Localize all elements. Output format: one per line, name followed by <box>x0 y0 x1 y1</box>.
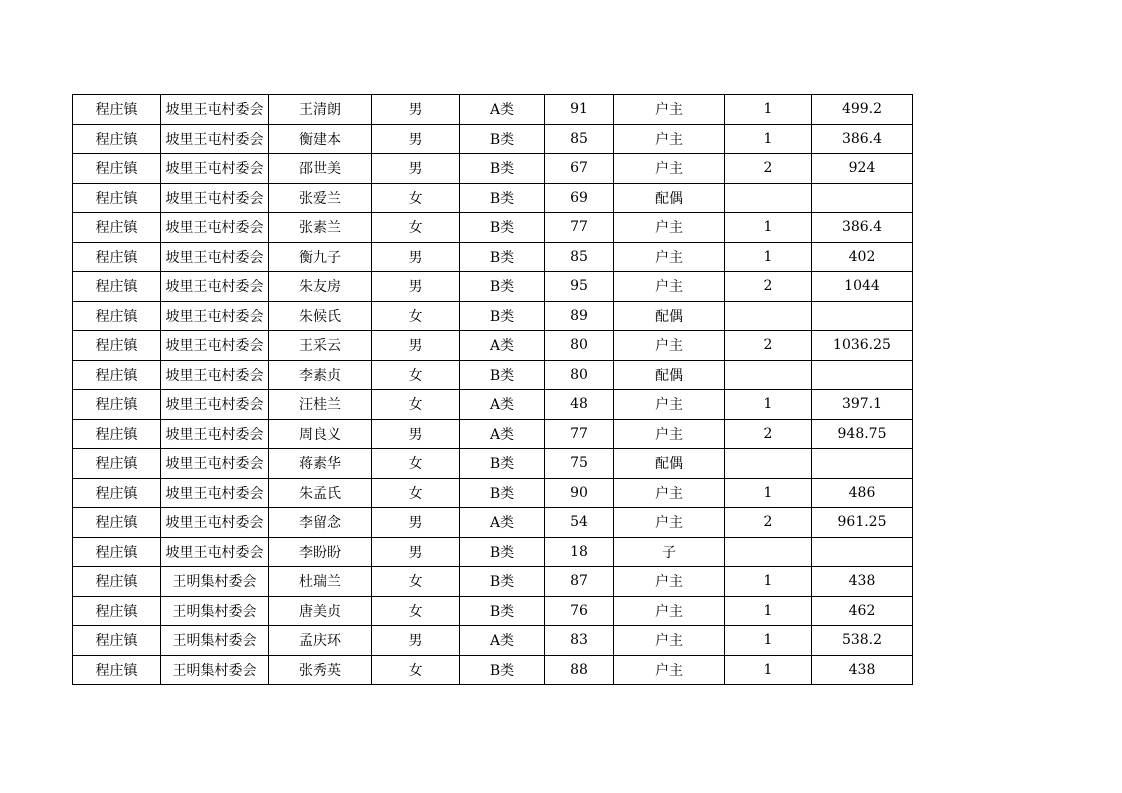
relation-cell: 户主 <box>614 154 725 184</box>
household-size-cell: 1 <box>725 478 812 508</box>
town-cell: 程庄镇 <box>73 655 161 685</box>
household-size-cell: 2 <box>725 154 812 184</box>
town-cell: 程庄镇 <box>73 390 161 420</box>
table-row <box>73 390 913 420</box>
household-size-cell: 1 <box>725 626 812 656</box>
category-cell: B类 <box>460 213 545 243</box>
age-cell: 85 <box>545 124 614 154</box>
village-cell: 坡里王屯村委会 <box>161 478 269 508</box>
relation-cell: 配偶 <box>614 449 725 479</box>
gender-cell: 男 <box>372 419 460 449</box>
age-cell: 87 <box>545 567 614 597</box>
town-cell: 程庄镇 <box>73 124 161 154</box>
gender-cell: 男 <box>372 508 460 538</box>
relation-cell: 户主 <box>614 596 725 626</box>
table-row <box>73 272 913 302</box>
name-cell: 孟庆环 <box>269 626 372 656</box>
town-cell: 程庄镇 <box>73 213 161 243</box>
village-cell: 坡里王屯村委会 <box>161 154 269 184</box>
name-cell: 李盼盼 <box>269 537 372 567</box>
table-row <box>73 124 913 154</box>
category-cell: B类 <box>460 478 545 508</box>
table-row <box>73 567 913 597</box>
gender-cell: 女 <box>372 390 460 420</box>
relation-cell: 户主 <box>614 626 725 656</box>
name-cell: 杜瑞兰 <box>269 567 372 597</box>
town-cell: 程庄镇 <box>73 626 161 656</box>
town-cell: 程庄镇 <box>73 242 161 272</box>
household-size-cell: 2 <box>725 272 812 302</box>
village-cell: 坡里王屯村委会 <box>161 360 269 390</box>
relation-cell: 配偶 <box>614 360 725 390</box>
town-cell: 程庄镇 <box>73 154 161 184</box>
relation-cell: 户主 <box>614 331 725 361</box>
amount-cell: 1044 <box>812 272 913 302</box>
table-row <box>73 360 913 390</box>
village-cell: 坡里王屯村委会 <box>161 537 269 567</box>
category-cell: B类 <box>460 183 545 213</box>
table-row <box>73 242 913 272</box>
name-cell: 张素兰 <box>269 213 372 243</box>
name-cell: 衡建本 <box>269 124 372 154</box>
amount-cell <box>812 183 913 213</box>
town-cell: 程庄镇 <box>73 596 161 626</box>
village-cell: 坡里王屯村委会 <box>161 390 269 420</box>
town-cell: 程庄镇 <box>73 360 161 390</box>
amount-cell <box>812 537 913 567</box>
category-cell: A类 <box>460 390 545 420</box>
town-cell: 程庄镇 <box>73 272 161 302</box>
village-cell: 坡里王屯村委会 <box>161 124 269 154</box>
village-cell: 王明集村委会 <box>161 626 269 656</box>
table-row <box>73 213 913 243</box>
age-cell: 91 <box>545 95 614 125</box>
town-cell: 程庄镇 <box>73 537 161 567</box>
household-size-cell: 1 <box>725 655 812 685</box>
name-cell: 张秀英 <box>269 655 372 685</box>
amount-cell <box>812 449 913 479</box>
gender-cell: 女 <box>372 567 460 597</box>
name-cell: 衡九子 <box>269 242 372 272</box>
village-cell: 坡里王屯村委会 <box>161 183 269 213</box>
amount-cell: 386.4 <box>812 213 913 243</box>
household-size-cell: 1 <box>725 242 812 272</box>
village-cell: 王明集村委会 <box>161 567 269 597</box>
table-row <box>73 508 913 538</box>
relation-cell: 户主 <box>614 272 725 302</box>
name-cell: 李素贞 <box>269 360 372 390</box>
table-row <box>73 537 913 567</box>
village-cell: 坡里王屯村委会 <box>161 272 269 302</box>
gender-cell: 女 <box>372 596 460 626</box>
age-cell: 69 <box>545 183 614 213</box>
age-cell: 77 <box>545 213 614 243</box>
amount-cell: 438 <box>812 655 913 685</box>
relation-cell: 户主 <box>614 567 725 597</box>
age-cell: 80 <box>545 360 614 390</box>
household-size-cell: 1 <box>725 390 812 420</box>
gender-cell: 男 <box>372 95 460 125</box>
village-cell: 坡里王屯村委会 <box>161 301 269 331</box>
table-row <box>73 655 913 685</box>
gender-cell: 男 <box>372 272 460 302</box>
household-size-cell <box>725 183 812 213</box>
age-cell: 77 <box>545 419 614 449</box>
age-cell: 95 <box>545 272 614 302</box>
amount-cell: 386.4 <box>812 124 913 154</box>
age-cell: 18 <box>545 537 614 567</box>
category-cell: B类 <box>460 242 545 272</box>
gender-cell: 男 <box>372 626 460 656</box>
age-cell: 76 <box>545 596 614 626</box>
gender-cell: 男 <box>372 537 460 567</box>
category-cell: B类 <box>460 567 545 597</box>
category-cell: B类 <box>460 124 545 154</box>
age-cell: 48 <box>545 390 614 420</box>
relation-cell: 户主 <box>614 390 725 420</box>
category-cell: B类 <box>460 655 545 685</box>
table-row <box>73 154 913 184</box>
household-size-cell: 2 <box>725 508 812 538</box>
amount-cell: 961.25 <box>812 508 913 538</box>
gender-cell: 女 <box>372 449 460 479</box>
table-row <box>73 183 913 213</box>
name-cell: 周良义 <box>269 419 372 449</box>
age-cell: 67 <box>545 154 614 184</box>
relation-cell: 户主 <box>614 478 725 508</box>
household-size-cell: 1 <box>725 596 812 626</box>
household-size-cell: 1 <box>725 213 812 243</box>
gender-cell: 男 <box>372 154 460 184</box>
name-cell: 朱友房 <box>269 272 372 302</box>
amount-cell: 1036.25 <box>812 331 913 361</box>
age-cell: 88 <box>545 655 614 685</box>
village-cell: 王明集村委会 <box>161 596 269 626</box>
category-cell: B类 <box>460 272 545 302</box>
village-cell: 王明集村委会 <box>161 655 269 685</box>
relation-cell: 户主 <box>614 213 725 243</box>
relation-cell: 户主 <box>614 655 725 685</box>
relation-cell: 户主 <box>614 124 725 154</box>
gender-cell: 女 <box>372 478 460 508</box>
category-cell: B类 <box>460 449 545 479</box>
name-cell: 张爱兰 <box>269 183 372 213</box>
category-cell: A类 <box>460 95 545 125</box>
category-cell: A类 <box>460 508 545 538</box>
category-cell: A类 <box>460 626 545 656</box>
town-cell: 程庄镇 <box>73 478 161 508</box>
table-body <box>73 95 913 685</box>
name-cell: 朱孟氏 <box>269 478 372 508</box>
name-cell: 汪桂兰 <box>269 390 372 420</box>
amount-cell: 486 <box>812 478 913 508</box>
age-cell: 75 <box>545 449 614 479</box>
age-cell: 54 <box>545 508 614 538</box>
gender-cell: 男 <box>372 331 460 361</box>
category-cell: B类 <box>460 537 545 567</box>
relation-cell: 配偶 <box>614 301 725 331</box>
name-cell: 李留念 <box>269 508 372 538</box>
amount-cell: 499.2 <box>812 95 913 125</box>
amount-cell: 462 <box>812 596 913 626</box>
data-table <box>72 94 913 685</box>
town-cell: 程庄镇 <box>73 449 161 479</box>
household-size-cell <box>725 301 812 331</box>
amount-cell: 438 <box>812 567 913 597</box>
category-cell: B类 <box>460 596 545 626</box>
table-row <box>73 301 913 331</box>
name-cell: 王采云 <box>269 331 372 361</box>
gender-cell: 男 <box>372 124 460 154</box>
age-cell: 83 <box>545 626 614 656</box>
amount-cell <box>812 360 913 390</box>
relation-cell: 户主 <box>614 419 725 449</box>
name-cell: 邵世美 <box>269 154 372 184</box>
age-cell: 85 <box>545 242 614 272</box>
category-cell: A类 <box>460 331 545 361</box>
relation-cell: 子 <box>614 537 725 567</box>
relation-cell: 户主 <box>614 95 725 125</box>
amount-cell: 924 <box>812 154 913 184</box>
table-row <box>73 478 913 508</box>
village-cell: 坡里王屯村委会 <box>161 331 269 361</box>
table-row <box>73 419 913 449</box>
age-cell: 89 <box>545 301 614 331</box>
village-cell: 坡里王屯村委会 <box>161 449 269 479</box>
table-row <box>73 331 913 361</box>
category-cell: B类 <box>460 301 545 331</box>
household-size-cell: 1 <box>725 567 812 597</box>
gender-cell: 女 <box>372 360 460 390</box>
gender-cell: 女 <box>372 301 460 331</box>
village-cell: 坡里王屯村委会 <box>161 213 269 243</box>
name-cell: 唐美贞 <box>269 596 372 626</box>
age-cell: 90 <box>545 478 614 508</box>
age-cell: 80 <box>545 331 614 361</box>
table-row <box>73 626 913 656</box>
relation-cell: 户主 <box>614 242 725 272</box>
town-cell: 程庄镇 <box>73 301 161 331</box>
gender-cell: 男 <box>372 242 460 272</box>
household-size-cell: 2 <box>725 419 812 449</box>
town-cell: 程庄镇 <box>73 183 161 213</box>
gender-cell: 女 <box>372 213 460 243</box>
category-cell: B类 <box>460 360 545 390</box>
relation-cell: 配偶 <box>614 183 725 213</box>
household-size-cell: 1 <box>725 124 812 154</box>
table-row <box>73 596 913 626</box>
village-cell: 坡里王屯村委会 <box>161 419 269 449</box>
amount-cell <box>812 301 913 331</box>
town-cell: 程庄镇 <box>73 508 161 538</box>
town-cell: 程庄镇 <box>73 95 161 125</box>
category-cell: A类 <box>460 419 545 449</box>
relation-cell: 户主 <box>614 508 725 538</box>
village-cell: 坡里王屯村委会 <box>161 508 269 538</box>
town-cell: 程庄镇 <box>73 567 161 597</box>
household-size-cell <box>725 537 812 567</box>
village-cell: 坡里王屯村委会 <box>161 95 269 125</box>
household-size-cell: 1 <box>725 95 812 125</box>
gender-cell: 女 <box>372 183 460 213</box>
town-cell: 程庄镇 <box>73 419 161 449</box>
household-size-cell: 2 <box>725 331 812 361</box>
town-cell: 程庄镇 <box>73 331 161 361</box>
amount-cell: 538.2 <box>812 626 913 656</box>
amount-cell: 397.1 <box>812 390 913 420</box>
category-cell: B类 <box>460 154 545 184</box>
table-row <box>73 449 913 479</box>
amount-cell: 948.75 <box>812 419 913 449</box>
amount-cell: 402 <box>812 242 913 272</box>
name-cell: 朱候氏 <box>269 301 372 331</box>
household-size-cell <box>725 449 812 479</box>
gender-cell: 女 <box>372 655 460 685</box>
household-size-cell <box>725 360 812 390</box>
table-row <box>73 95 913 125</box>
name-cell: 蒋素华 <box>269 449 372 479</box>
village-cell: 坡里王屯村委会 <box>161 242 269 272</box>
name-cell: 王清朗 <box>269 95 372 125</box>
